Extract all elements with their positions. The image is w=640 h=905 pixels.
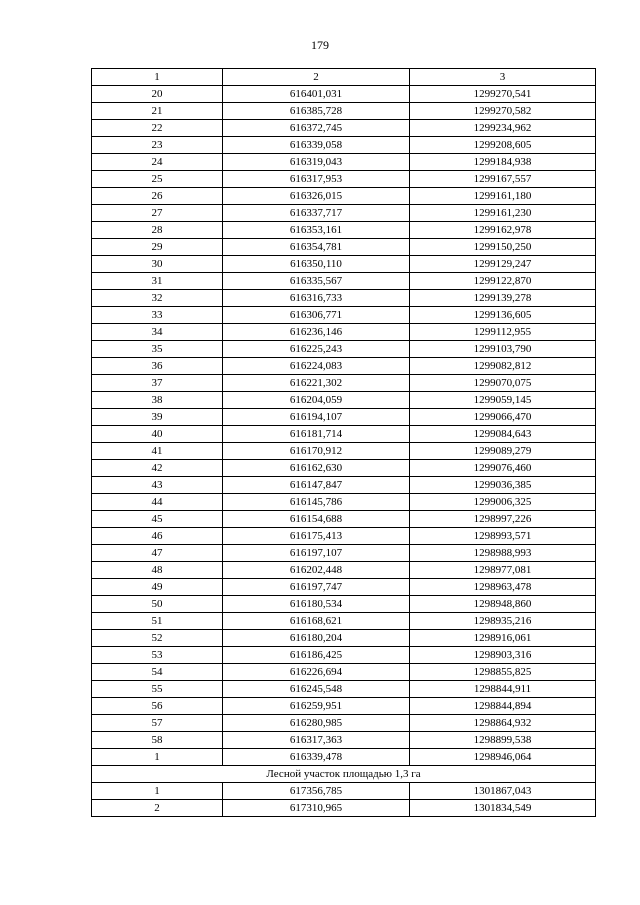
y-coordinate-cell: 1299059,145	[410, 392, 596, 409]
x-coordinate-cell: 616224,083	[223, 358, 410, 375]
point-number-cell: 29	[92, 239, 223, 256]
y-coordinate-cell: 1299139,278	[410, 290, 596, 307]
x-coordinate-cell: 616180,534	[223, 596, 410, 613]
y-coordinate-cell: 1299129,247	[410, 256, 596, 273]
table-row	[92, 290, 596, 307]
point-number-cell: 30	[92, 256, 223, 273]
section-title: Лесной участок площадью 1,3 га	[92, 766, 596, 783]
table-row	[92, 698, 596, 715]
point-number-cell: 26	[92, 188, 223, 205]
x-coordinate-cell: 616186,425	[223, 647, 410, 664]
table-row	[92, 120, 596, 137]
point-number-cell: 28	[92, 222, 223, 239]
table-row	[92, 494, 596, 511]
y-coordinate-cell: 1298844,894	[410, 698, 596, 715]
point-number-cell: 41	[92, 443, 223, 460]
y-coordinate-cell: 1298977,081	[410, 562, 596, 579]
y-coordinate-cell: 1298855,825	[410, 664, 596, 681]
point-number-cell: 46	[92, 528, 223, 545]
point-number-cell: 1	[92, 69, 223, 86]
y-coordinate-cell: 1299161,180	[410, 188, 596, 205]
y-coordinate-cell: 1299136,605	[410, 307, 596, 324]
y-coordinate-cell: 1298864,932	[410, 715, 596, 732]
y-coordinate-cell: 1298903,316	[410, 647, 596, 664]
table-row	[92, 341, 596, 358]
table-row	[92, 664, 596, 681]
x-coordinate-cell: 616154,688	[223, 511, 410, 528]
x-coordinate-cell: 2	[223, 69, 410, 86]
point-number-cell: 25	[92, 171, 223, 188]
x-coordinate-cell: 616181,714	[223, 426, 410, 443]
x-coordinate-cell: 616401,031	[223, 86, 410, 103]
x-coordinate-cell: 616180,204	[223, 630, 410, 647]
y-coordinate-cell: 1299006,325	[410, 494, 596, 511]
point-number-cell: 38	[92, 392, 223, 409]
x-coordinate-cell: 616202,448	[223, 562, 410, 579]
point-number-cell: 35	[92, 341, 223, 358]
table-row	[92, 749, 596, 766]
table-row	[92, 358, 596, 375]
point-number-cell: 49	[92, 579, 223, 596]
x-coordinate-cell: 616317,363	[223, 732, 410, 749]
point-number-cell: 58	[92, 732, 223, 749]
y-coordinate-cell: 1299234,962	[410, 120, 596, 137]
x-coordinate-cell: 616385,728	[223, 103, 410, 120]
x-coordinate-cell: 616194,107	[223, 409, 410, 426]
point-number-cell: 43	[92, 477, 223, 494]
table-row	[92, 732, 596, 749]
y-coordinate-cell: 1301867,043	[410, 783, 596, 800]
table-row	[92, 137, 596, 154]
coordinates-table-body	[92, 69, 596, 817]
point-number-cell: 45	[92, 511, 223, 528]
x-coordinate-cell: 616372,745	[223, 120, 410, 137]
y-coordinate-cell: 1298948,860	[410, 596, 596, 613]
point-number-cell: 52	[92, 630, 223, 647]
table-row	[92, 426, 596, 443]
point-number-cell: 21	[92, 103, 223, 120]
table-row	[92, 596, 596, 613]
point-number-cell: 39	[92, 409, 223, 426]
point-number-cell: 32	[92, 290, 223, 307]
table-row	[92, 579, 596, 596]
table-row	[92, 273, 596, 290]
point-number-cell: 2	[92, 800, 223, 817]
point-number-cell: 42	[92, 460, 223, 477]
point-number-cell: 44	[92, 494, 223, 511]
table-row	[92, 647, 596, 664]
x-coordinate-cell: 616337,717	[223, 205, 410, 222]
table-header-row	[92, 69, 596, 86]
x-coordinate-cell: 616306,771	[223, 307, 410, 324]
y-coordinate-cell: 3	[410, 69, 596, 86]
point-number-cell: 33	[92, 307, 223, 324]
y-coordinate-cell: 1301834,549	[410, 800, 596, 817]
x-coordinate-cell: 616353,161	[223, 222, 410, 239]
table-row	[92, 613, 596, 630]
table-row	[92, 511, 596, 528]
x-coordinate-cell: 616226,694	[223, 664, 410, 681]
x-coordinate-cell: 616147,847	[223, 477, 410, 494]
y-coordinate-cell: 1298988,993	[410, 545, 596, 562]
point-number-cell: 34	[92, 324, 223, 341]
y-coordinate-cell: 1299089,279	[410, 443, 596, 460]
point-number-cell: 27	[92, 205, 223, 222]
table-row	[92, 477, 596, 494]
y-coordinate-cell: 1298946,064	[410, 749, 596, 766]
table-row	[92, 392, 596, 409]
table-row	[92, 86, 596, 103]
x-coordinate-cell: 616145,786	[223, 494, 410, 511]
table-row	[92, 545, 596, 562]
coordinates-table	[91, 68, 596, 817]
y-coordinate-cell: 1299162,978	[410, 222, 596, 239]
x-coordinate-cell: 616162,630	[223, 460, 410, 477]
y-coordinate-cell: 1299208,605	[410, 137, 596, 154]
table-row	[92, 681, 596, 698]
x-coordinate-cell: 616319,043	[223, 154, 410, 171]
x-coordinate-cell: 616280,985	[223, 715, 410, 732]
y-coordinate-cell: 1298993,571	[410, 528, 596, 545]
point-number-cell: 1	[92, 749, 223, 766]
x-coordinate-cell: 617356,785	[223, 783, 410, 800]
table-row	[92, 409, 596, 426]
x-coordinate-cell: 616170,912	[223, 443, 410, 460]
table-row	[92, 103, 596, 120]
y-coordinate-cell: 1299066,470	[410, 409, 596, 426]
table-row	[92, 800, 596, 817]
point-number-cell: 20	[92, 86, 223, 103]
x-coordinate-cell: 616175,413	[223, 528, 410, 545]
y-coordinate-cell: 1299270,541	[410, 86, 596, 103]
y-coordinate-cell: 1299161,230	[410, 205, 596, 222]
x-coordinate-cell: 616259,951	[223, 698, 410, 715]
point-number-cell: 23	[92, 137, 223, 154]
table-row	[92, 528, 596, 545]
y-coordinate-cell: 1299112,955	[410, 324, 596, 341]
table-row	[92, 443, 596, 460]
x-coordinate-cell: 616197,107	[223, 545, 410, 562]
table-row	[92, 375, 596, 392]
point-number-cell: 57	[92, 715, 223, 732]
point-number-cell: 48	[92, 562, 223, 579]
table-row	[92, 154, 596, 171]
y-coordinate-cell: 1298916,061	[410, 630, 596, 647]
point-number-cell: 31	[92, 273, 223, 290]
table-row	[92, 324, 596, 341]
y-coordinate-cell: 1299150,250	[410, 239, 596, 256]
point-number-cell: 56	[92, 698, 223, 715]
table-row	[92, 205, 596, 222]
x-coordinate-cell: 616350,110	[223, 256, 410, 273]
x-coordinate-cell: 616221,302	[223, 375, 410, 392]
x-coordinate-cell: 616326,015	[223, 188, 410, 205]
y-coordinate-cell: 1299103,790	[410, 341, 596, 358]
y-coordinate-cell: 1299070,075	[410, 375, 596, 392]
point-number-cell: 50	[92, 596, 223, 613]
x-coordinate-cell: 616245,548	[223, 681, 410, 698]
table-row	[92, 256, 596, 273]
point-number-cell: 47	[92, 545, 223, 562]
table-row	[92, 715, 596, 732]
y-coordinate-cell: 1299036,385	[410, 477, 596, 494]
x-coordinate-cell: 616316,733	[223, 290, 410, 307]
section-title-row	[92, 766, 596, 783]
x-coordinate-cell: 616339,058	[223, 137, 410, 154]
x-coordinate-cell: 616236,146	[223, 324, 410, 341]
x-coordinate-cell: 616225,243	[223, 341, 410, 358]
y-coordinate-cell: 1298935,216	[410, 613, 596, 630]
point-number-cell: 1	[92, 783, 223, 800]
y-coordinate-cell: 1299122,870	[410, 273, 596, 290]
point-number-cell: 36	[92, 358, 223, 375]
point-number-cell: 51	[92, 613, 223, 630]
table-row	[92, 307, 596, 324]
y-coordinate-cell: 1299270,582	[410, 103, 596, 120]
x-coordinate-cell: 616197,747	[223, 579, 410, 596]
x-coordinate-cell: 616168,621	[223, 613, 410, 630]
point-number-cell: 54	[92, 664, 223, 681]
table-row	[92, 188, 596, 205]
y-coordinate-cell: 1298899,538	[410, 732, 596, 749]
x-coordinate-cell: 616335,567	[223, 273, 410, 290]
y-coordinate-cell: 1298963,478	[410, 579, 596, 596]
point-number-cell: 40	[92, 426, 223, 443]
table-row	[92, 783, 596, 800]
point-number-cell: 24	[92, 154, 223, 171]
point-number-cell: 53	[92, 647, 223, 664]
table-row	[92, 239, 596, 256]
table-row	[92, 562, 596, 579]
y-coordinate-cell: 1299076,460	[410, 460, 596, 477]
table-row	[92, 222, 596, 239]
y-coordinate-cell: 1299082,812	[410, 358, 596, 375]
x-coordinate-cell: 617310,965	[223, 800, 410, 817]
y-coordinate-cell: 1299167,557	[410, 171, 596, 188]
y-coordinate-cell: 1299184,938	[410, 154, 596, 171]
point-number-cell: 37	[92, 375, 223, 392]
point-number-cell: 55	[92, 681, 223, 698]
table-row	[92, 171, 596, 188]
x-coordinate-cell: 616317,953	[223, 171, 410, 188]
x-coordinate-cell: 616339,478	[223, 749, 410, 766]
y-coordinate-cell: 1299084,643	[410, 426, 596, 443]
point-number-cell: 22	[92, 120, 223, 137]
table-row	[92, 460, 596, 477]
page-number: 179	[311, 38, 329, 52]
x-coordinate-cell: 616354,781	[223, 239, 410, 256]
table-row	[92, 630, 596, 647]
x-coordinate-cell: 616204,059	[223, 392, 410, 409]
y-coordinate-cell: 1298844,911	[410, 681, 596, 698]
y-coordinate-cell: 1298997,226	[410, 511, 596, 528]
